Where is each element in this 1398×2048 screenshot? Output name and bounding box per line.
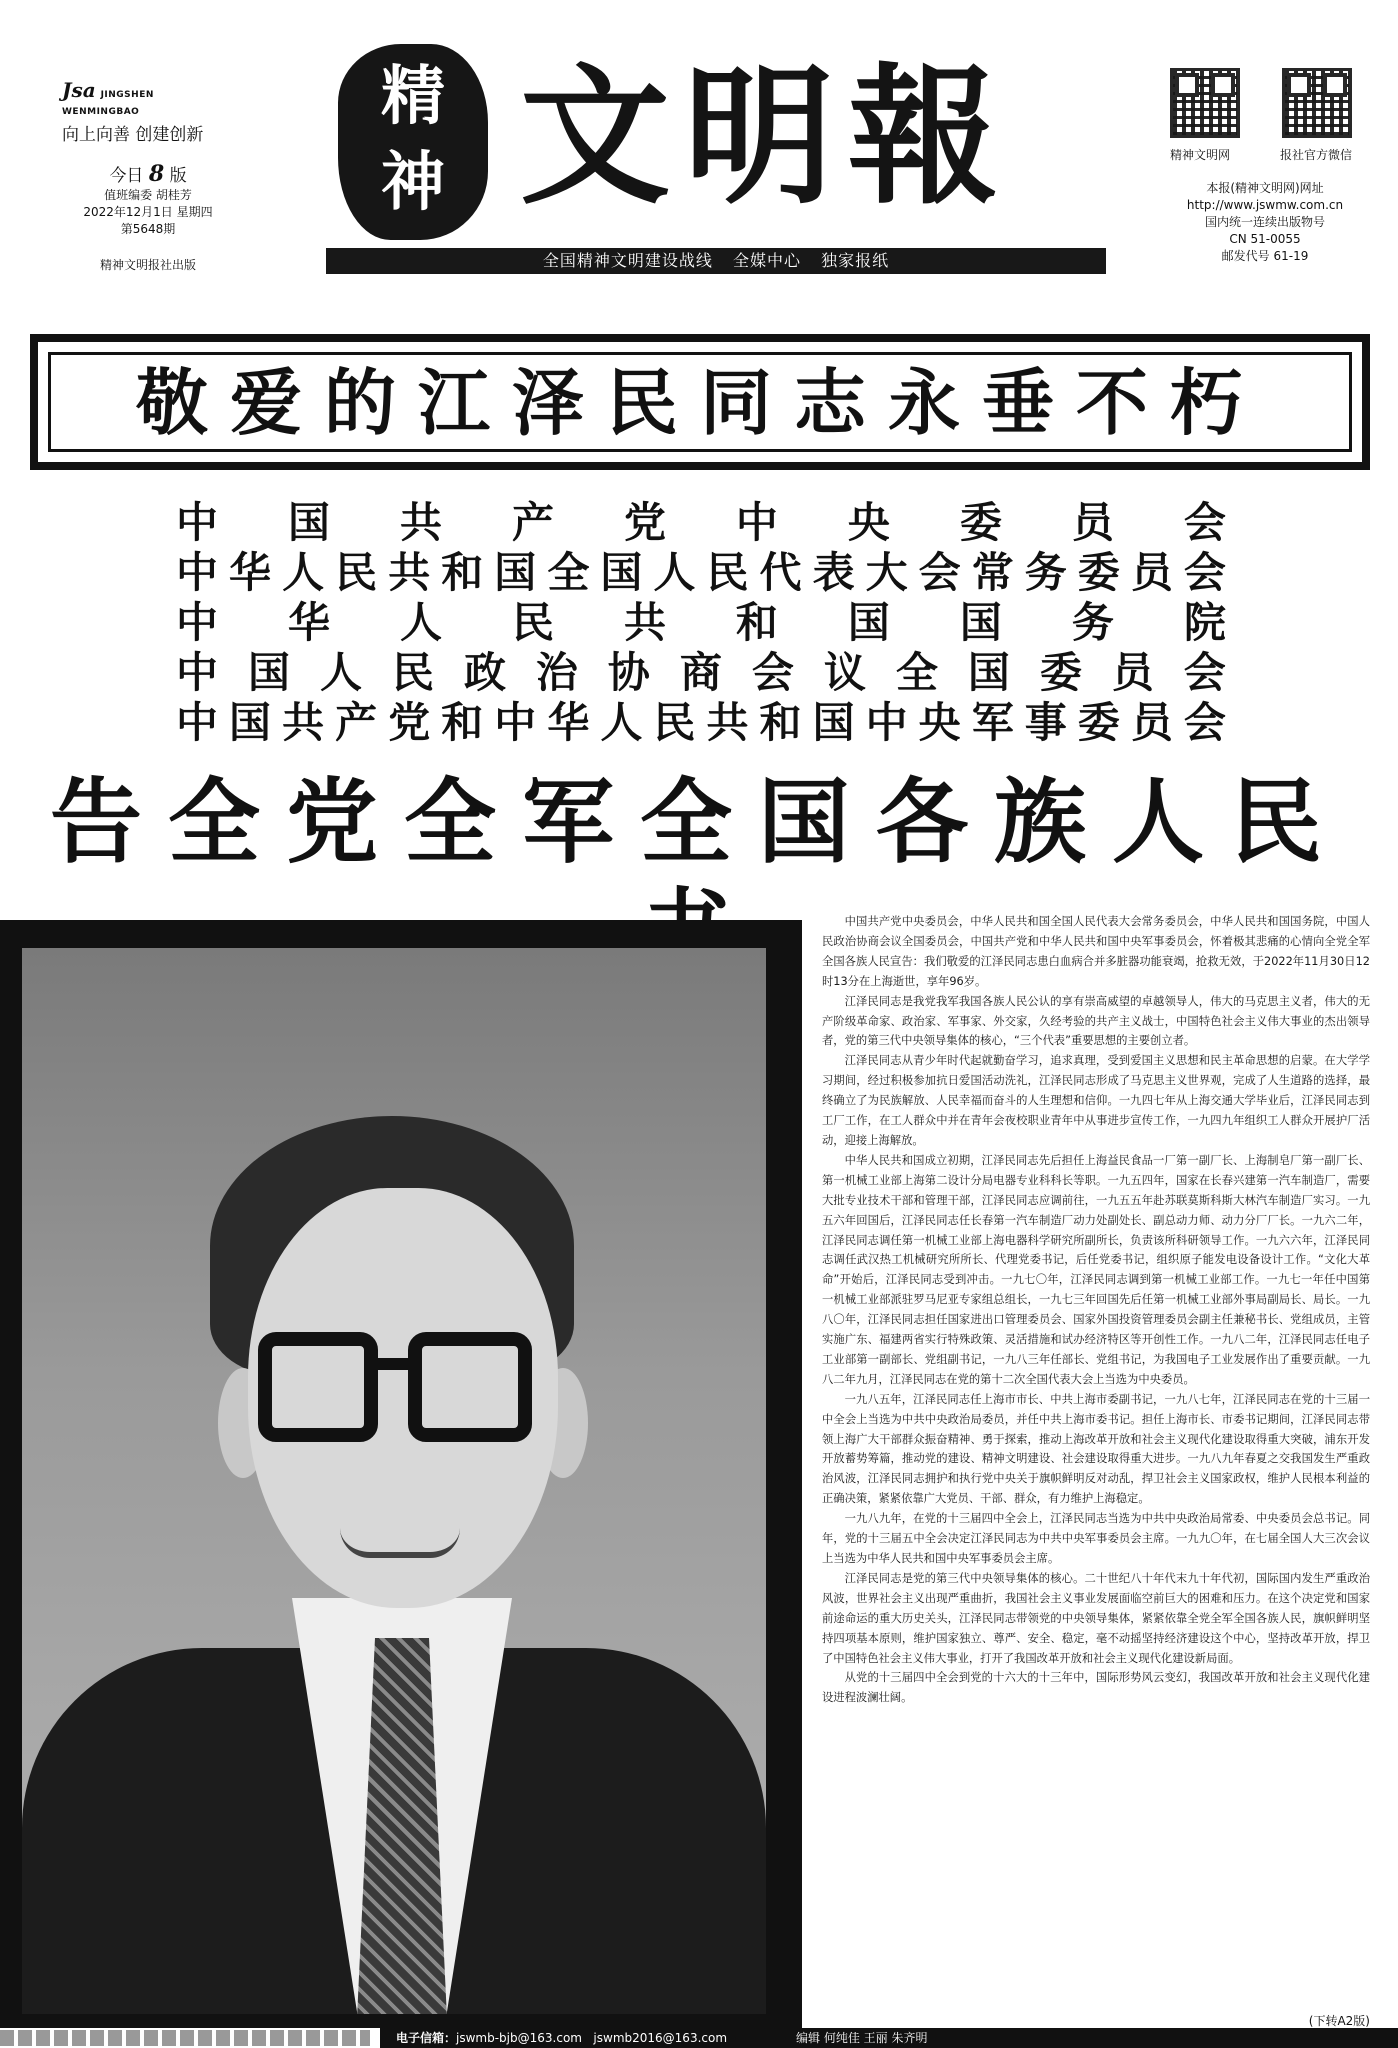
issuer-char: 大 bbox=[865, 548, 908, 597]
slogan: 向上向善 创建创新 bbox=[62, 125, 204, 145]
seal-char-2: 神 bbox=[381, 145, 445, 220]
portrait-mouth bbox=[340, 1528, 460, 1558]
issuer-line bbox=[176, 548, 1226, 598]
issuer-char: 人 bbox=[653, 548, 696, 597]
issuer-char: 常 bbox=[971, 548, 1014, 597]
glasses-left-lens bbox=[258, 1332, 378, 1442]
issuer-char: 中 bbox=[176, 698, 219, 747]
issuer-char: 国 bbox=[229, 698, 272, 747]
logo-mark: Jsa bbox=[62, 78, 96, 102]
continued-note: (下转A2版) bbox=[1308, 2014, 1370, 2028]
seal-char-1: 精 bbox=[381, 59, 445, 134]
issuer-char: 人 bbox=[319, 648, 362, 697]
issuer-char: 员 bbox=[1130, 698, 1173, 747]
today-page-count: 8 bbox=[148, 161, 165, 187]
issuer-char: 中 bbox=[176, 498, 219, 547]
issuer-char: 产 bbox=[511, 498, 554, 547]
issuer-char: 和 bbox=[759, 698, 802, 747]
cn-number: CN 51-0055 bbox=[1229, 232, 1301, 246]
issuer-char: 中 bbox=[176, 648, 219, 697]
issuer-char: 会 bbox=[918, 548, 961, 597]
article-paragraph: 江泽民同志是党的第三代中央领导集体的核心。二十世纪八十年代末九十年代初，国际国内发生严重政治风波，世界社会主义出现严重曲折，我国社会主义事业发展面临空前巨大的困难和压力。在这个决定党和国家前途命运的重大历史关头，江泽民同志带领党的中央领导集体，紧紧依靠全党全军全国各族人民，旗帜鲜明坚持四项基本原则，维护国家独立、尊严、安全、稳定，毫不动摇坚持经济建设这个中心，坚持改革开放，捍卫了中国特色社会主义伟大事业，打开了我国改革开放和社会主义现代化建设新局面。 bbox=[822, 1571, 1370, 1665]
issuer-char: 民 bbox=[706, 548, 749, 597]
issuer-char: 中 bbox=[865, 698, 908, 747]
issuer-char: 共 bbox=[706, 698, 749, 747]
calligraphy-seal bbox=[338, 44, 488, 240]
issuer-char: 党 bbox=[388, 698, 431, 747]
issuer-char: 央 bbox=[918, 698, 961, 747]
issuer-char: 党 bbox=[623, 498, 666, 547]
qr-code-wechat-icon bbox=[1282, 68, 1352, 138]
issuer-char: 会 bbox=[1183, 498, 1226, 547]
issuer-char: 人 bbox=[399, 598, 442, 647]
issue-number: 第5648期 bbox=[120, 222, 176, 236]
issuer-char: 委 bbox=[1077, 698, 1120, 747]
issuer-char: 国 bbox=[247, 648, 290, 697]
footer-strip bbox=[380, 2028, 1398, 2048]
issuer-char: 和 bbox=[735, 598, 778, 647]
issuer-char: 会 bbox=[751, 648, 794, 697]
issuer-char: 共 bbox=[399, 498, 442, 547]
issuer-char: 务 bbox=[1024, 548, 1067, 597]
issuing-organizations bbox=[176, 498, 1226, 748]
issuer-char: 委 bbox=[959, 498, 1002, 547]
issuer-char: 协 bbox=[607, 648, 650, 697]
issuer-char: 和 bbox=[441, 698, 484, 747]
duty-editor: 值班编委 胡桂芳 bbox=[104, 188, 192, 202]
issuer-char: 中 bbox=[176, 548, 219, 597]
publisher: 精神文明报社出版 bbox=[99, 258, 196, 272]
article-paragraph: 一九八五年，江泽民同志任上海市市长、中共上海市委副书记，一九八七年，江泽民同志在党的十三届一中全会上当选为中共中央政治局委员，并任中共上海市委书记。担任上海市长、市委书记期间，江泽民同志带领上海广大干部群众振奋精神、勇于探索，推动上海改革开放和社会主义现代化建设取得重大突破，浦东开发开放蓄势筹篇，推动党的建设、精神文明建设、社会建设取得重大进步。一九八九年春夏之交我国发生严重政治风波，江泽民同志拥护和执行党中央关于旗帜鲜明反对动乱，捍卫社会主义国家政权，维护人民根本利益的正确决策，紧紧依靠广大党员、干部、群众，有力维护上海稳定。 bbox=[822, 1392, 1370, 1506]
masthead-left bbox=[62, 78, 234, 273]
article-paragraph: 中华人民共和国成立初期，江泽民同志先后担任上海益民食品一厂第一副厂长、上海制皂厂第一副厂长、第一机械工业部上海第二设计分局电器专业科科长等职。一九五四年，国家在长春兴建第一汽车制造厂，需要大批专业技术干部和管理干部，江泽民同志应调前往，一九五五年赴苏联莫斯科斯大林汽车制造厂实习。一九五六年回国后，江泽民同志任长春第一汽车制造厂动力处副处长、副总动力师、动力分厂厂长。一九六二年，江泽民同志调任第一机械工业部上海电器科学研究所副所长，负责该所科研领导工作。一九六六年，江泽民同志调任武汉热工机械研究所所长、代理党委书记，后任党委书记，组织原子能发电设备设计工作。“文化大革命”开始后，江泽民同志受到冲击。一九七〇年，江泽民同志调到第一机械工业部工作。一九七一年任中国第一机械工业部派驻罗马尼亚专家组总组长，一九七三年回国先后任第一机械工业部外事局副局长、局长。一九八〇年，江泽民同志担任国家进出口管理委员会、国家外国投资管理委员会副主任兼秘书长、党组成员，主管实施广东、福建两省实行特殊政策、灵活措施和试办经济特区等开创性工作。一九八二年，江泽民同志任电子工业部第一副部长、党组副书记，一九八三年任部长、党组书记，为我国电子工业发展作出了重要贡献。一九八二年九月，江泽民同志在党的第十二次全国代表大会上当选为中央委员。 bbox=[822, 1153, 1370, 1386]
issuer-char: 委 bbox=[1039, 648, 1082, 697]
email-1: jswmb-bjb@163.com bbox=[456, 2031, 582, 2045]
issuer-char: 员 bbox=[1111, 648, 1154, 697]
issuer-char: 华 bbox=[287, 598, 330, 647]
issuer-char: 院 bbox=[1183, 598, 1226, 647]
footer-editors: 编辑 何纯佳 王丽 朱齐明 bbox=[796, 2031, 928, 2045]
newspaper-title: 文明報 bbox=[520, 49, 1013, 225]
issuer-char: 人 bbox=[282, 548, 325, 597]
issuer-char: 国 bbox=[812, 698, 855, 747]
article-paragraph: 中国共产党中央委员会，中华人民共和国全国人民代表大会常务委员会，中华人民共和国国务院，中国人民政治协商会议全国委员会，中国共产党和中华人民共和国中央军事委员会，怀着极其悲痛的心情向全党全军全国各族人民宣告：我们敬爱的江泽民同志患白血病合并多脏器功能衰竭，抢救无效，于2022年11月30日12时13分在上海逝世，享年96岁。 bbox=[822, 915, 1370, 988]
today-pages bbox=[62, 161, 234, 187]
article-body bbox=[822, 912, 1370, 2018]
issuer-char: 员 bbox=[1130, 548, 1173, 597]
memorial-banner-text: 敬爱的江泽民同志永垂不朽 bbox=[48, 352, 1352, 452]
article-paragraph: 江泽民同志是我党我军我国各族人民公认的享有崇高威望的卓越领导人，伟大的马克思主义者，伟大的无产阶级革命家、政治家、军事家、外交家，久经考验的共产主义战士，中国特色社会主义伟大事业的杰出领导者，党的第三代中央领导集体的核心，“三个代表”重要思想的主要创立者。 bbox=[822, 994, 1370, 1048]
issuer-char: 央 bbox=[847, 498, 890, 547]
issuer-line bbox=[176, 598, 1226, 648]
issuer-char: 产 bbox=[335, 698, 378, 747]
site-label: 本报(精神文明网)网址 bbox=[1206, 181, 1324, 195]
issuer-char: 全 bbox=[895, 648, 938, 697]
issuer-char: 中 bbox=[494, 698, 537, 747]
issuer-char: 国 bbox=[287, 498, 330, 547]
site-url: http://www.jswmw.com.cn bbox=[1186, 198, 1344, 212]
email-2: jswmb2016@163.com bbox=[593, 2031, 728, 2045]
issuer-char: 国 bbox=[600, 548, 643, 597]
issuer-char: 华 bbox=[229, 548, 272, 597]
glasses-right-lens bbox=[408, 1332, 532, 1442]
issuer-char: 代 bbox=[759, 548, 802, 597]
issuer-char: 民 bbox=[511, 598, 554, 647]
issuer-char: 民 bbox=[653, 698, 696, 747]
qr-code-website-icon bbox=[1170, 68, 1240, 138]
today-prefix: 今日 bbox=[109, 166, 144, 186]
publication-info bbox=[1165, 180, 1365, 265]
issuer-char: 表 bbox=[812, 548, 855, 597]
issuer-char: 政 bbox=[463, 648, 506, 697]
issuer-line bbox=[176, 698, 1226, 748]
issuer-char: 共 bbox=[623, 598, 666, 647]
portrait-photo bbox=[22, 948, 766, 2014]
issuer-char: 事 bbox=[1024, 698, 1067, 747]
cn-label: 国内统一连续出版物号 bbox=[1204, 215, 1325, 229]
issuer-char: 民 bbox=[391, 648, 434, 697]
page-footer bbox=[0, 2028, 1398, 2048]
post-code: 邮发代号 61-19 bbox=[1221, 249, 1309, 263]
issuer-char: 议 bbox=[823, 648, 866, 697]
issuer-char: 国 bbox=[494, 548, 537, 597]
issuer-char: 会 bbox=[1183, 698, 1226, 747]
issuer-char: 共 bbox=[282, 698, 325, 747]
memorial-banner bbox=[30, 334, 1370, 470]
issuer-char: 会 bbox=[1183, 548, 1226, 597]
issuer-char: 治 bbox=[535, 648, 578, 697]
issuer-line bbox=[176, 648, 1226, 698]
issuer-line bbox=[176, 498, 1226, 548]
issuer-char: 员 bbox=[1071, 498, 1114, 547]
qr-label-wechat: 报社官方微信 bbox=[1279, 148, 1352, 162]
email-label: 电子信箱： bbox=[396, 2031, 457, 2045]
title-strap: 全国精神文明建设战线 全媒中心 独家报纸 bbox=[326, 248, 1106, 274]
qr-label-website: 精神文明网 bbox=[1170, 148, 1231, 162]
issuer-char: 中 bbox=[176, 598, 219, 647]
issuer-char: 华 bbox=[547, 698, 590, 747]
issuer-char: 国 bbox=[847, 598, 890, 647]
newspaper-logo bbox=[62, 78, 234, 118]
memorial-portrait bbox=[0, 920, 802, 2030]
issuer-char: 民 bbox=[335, 548, 378, 597]
article-paragraph: 一九八九年，在党的十三届四中全会上，江泽民同志当选为中共中央政治局常委、中央委员会总书记。同年，党的十三届五中全会决定江泽民同志为中共中央军事委员会主席。一九九〇年，在七届全国人大三次会议上当选为中华人民共和国中央军事委员会主席。 bbox=[822, 1512, 1370, 1565]
article-paragraph: 江泽民同志从青少年时代起就勤奋学习，追求真理，受到爱国主义思想和民主革命思想的启蒙。在大学学习期间，经过积极参加抗日爱国活动洗礼，江泽民同志形成了马克思主义世界观，完成了人生道路的选择，最终确立了为民族解放、人民幸福而奋斗的人生理想和信仰。一九四七年从上海交通大学毕业后，江泽民同志到工厂工作，在工人群众中并在青年会夜校职业青年中从事进步宣传工作，一九四九年组织工人群众开展护厂活动，迎接上海解放。 bbox=[822, 1054, 1370, 1147]
logo-english-name: JINGSHEN WENMINGBAO bbox=[62, 90, 154, 117]
issuer-char: 务 bbox=[1071, 598, 1114, 647]
footer-email bbox=[396, 2028, 727, 2048]
issuer-char: 全 bbox=[547, 548, 590, 597]
issuer-char: 军 bbox=[971, 698, 1014, 747]
registration-marks bbox=[0, 2030, 370, 2046]
issuer-char: 商 bbox=[679, 648, 722, 697]
issuer-char: 国 bbox=[959, 598, 1002, 647]
issuer-char: 会 bbox=[1183, 648, 1226, 697]
headline: 告全党全军全国各族人民 bbox=[49, 769, 1348, 876]
article-paragraph: 从党的十三届四中全会到党的十六大的十三年中，国际形势风云变幻，我国改革开放和社会主义现代化建设进程波澜壮阔。 bbox=[822, 1671, 1370, 1705]
glasses-bridge bbox=[372, 1358, 414, 1370]
issue-date: 2022年12月1日 星期四 bbox=[83, 205, 213, 219]
issuer-char: 人 bbox=[600, 698, 643, 747]
issuer-char: 共 bbox=[388, 548, 431, 597]
issuer-char: 委 bbox=[1077, 548, 1120, 597]
issuer-char: 中 bbox=[735, 498, 778, 547]
qr-codes bbox=[1170, 68, 1380, 163]
today-suffix: 版 bbox=[169, 166, 187, 186]
issuer-char: 国 bbox=[967, 648, 1010, 697]
issuer-char: 和 bbox=[441, 548, 484, 597]
